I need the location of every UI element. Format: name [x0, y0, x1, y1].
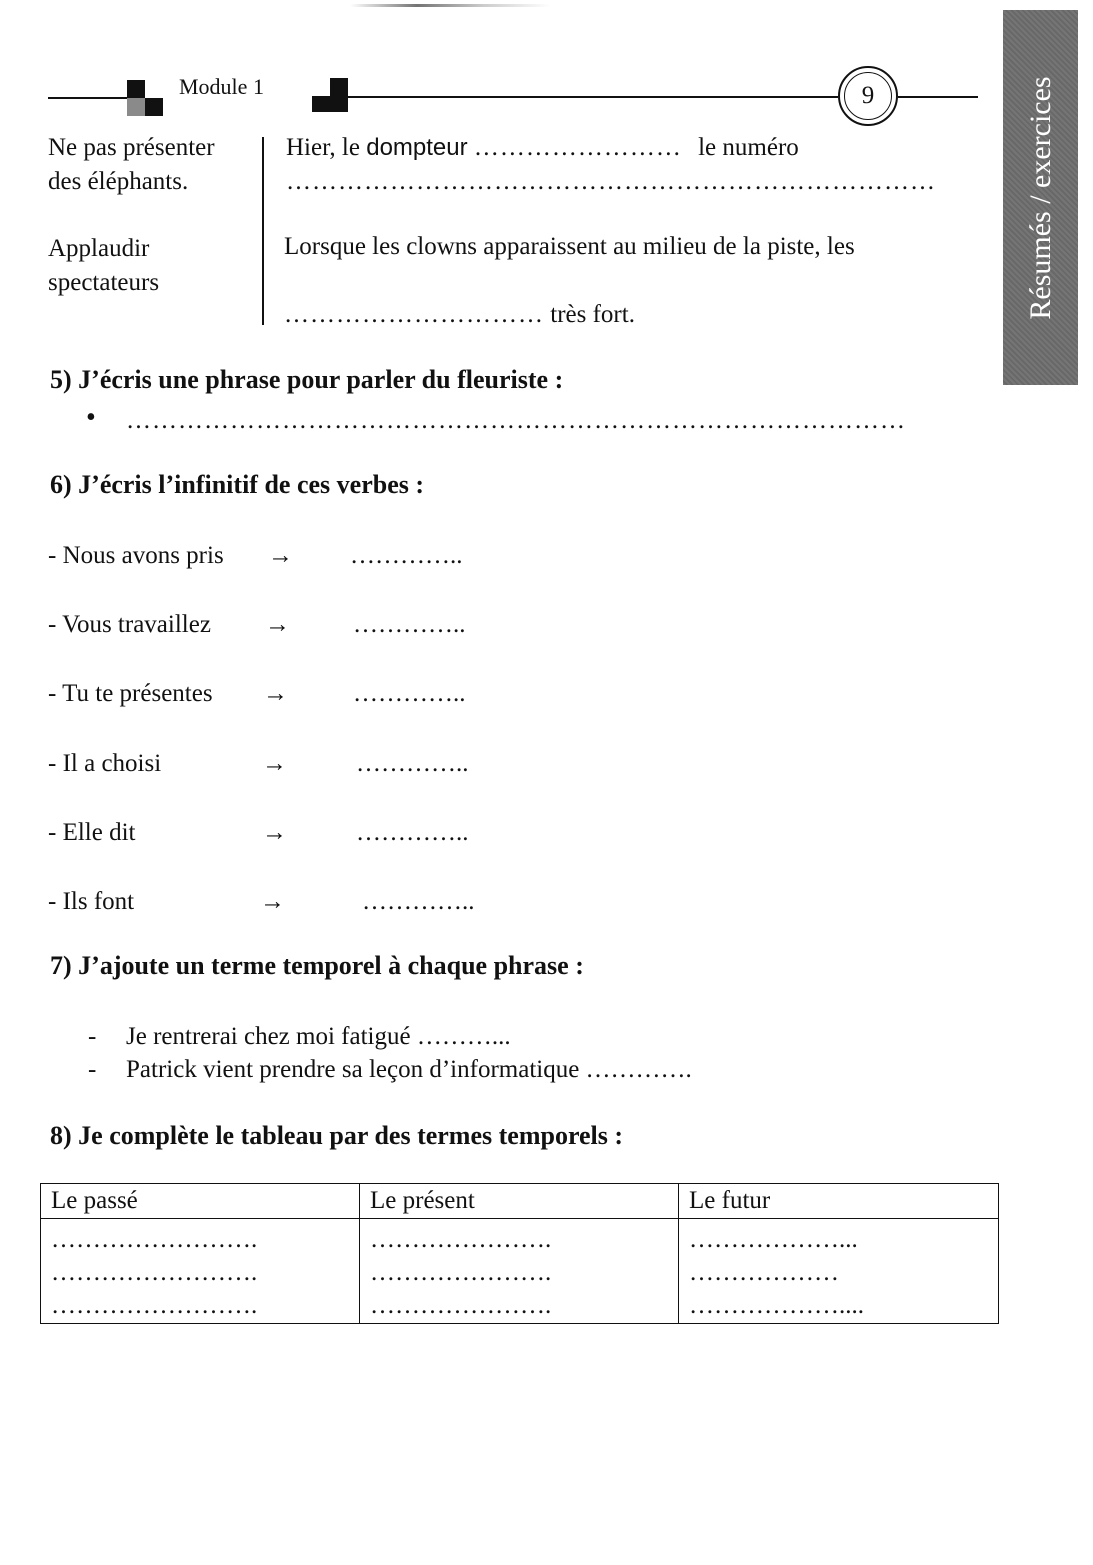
verb-item: - Tu te présentes	[48, 680, 213, 707]
header-rule-middle	[348, 96, 838, 98]
side-tab-label: Résumés / exercices	[1023, 75, 1057, 320]
header-square-grey-icon	[127, 98, 145, 116]
answer-blank[interactable]: …………..	[353, 611, 466, 638]
q5-heading: 5) J’écris une phrase pour parler du fleuriste :	[50, 365, 564, 394]
answer-blank[interactable]: …………..	[350, 542, 463, 569]
answer-blank[interactable]: ………………	[689, 1259, 839, 1286]
answer-blank[interactable]: …………………….	[51, 1292, 258, 1319]
table-header-past: Le passé	[41, 1184, 360, 1219]
table-cell-present	[360, 1219, 679, 1324]
arrow-icon: →	[263, 680, 288, 707]
sentence-item: Patrick vient prendre sa leçon d’informatique ………….	[126, 1056, 692, 1083]
module-label: Module 1	[179, 74, 264, 99]
q6-heading: 6) J’écris l’infinitif de ces verbes :	[50, 470, 425, 499]
header-square-icon	[312, 96, 348, 112]
verb-item: - Nous avons pris	[48, 542, 224, 569]
answer-blank[interactable]: …………..	[353, 680, 466, 707]
list-dash: -	[88, 1023, 97, 1050]
answer-blank[interactable]: …………..	[356, 819, 469, 846]
scan-mark	[350, 4, 550, 7]
header-rule-left	[48, 97, 128, 99]
answer-blank[interactable]: …………………………	[284, 301, 544, 328]
answer-blank[interactable]: ………………….	[370, 1292, 552, 1319]
verb-item: - Ils font	[48, 888, 135, 915]
table-header-row	[41, 1184, 999, 1219]
header-square-icon	[127, 80, 145, 98]
table-cell-future	[679, 1219, 999, 1324]
page-number-badge	[838, 66, 898, 126]
answer-blank[interactable]: …………………….	[51, 1226, 258, 1253]
bullet-icon: •	[86, 402, 96, 433]
verb-item: - Vous travaillez	[48, 611, 211, 638]
answer-blank[interactable]: …………..	[362, 888, 475, 915]
answer-blank[interactable]: …………………………………………………………………	[286, 168, 936, 195]
sentence-word: dompteur	[366, 134, 468, 161]
sentence-end: le numéro	[698, 134, 799, 161]
left-cell-1	[48, 131, 215, 199]
answer-blank[interactable]: ………………….	[370, 1259, 552, 1286]
left-cell-2	[48, 232, 159, 300]
table-header-present: Le présent	[360, 1184, 679, 1219]
right-cell-1-line-1	[286, 131, 799, 165]
answer-blank[interactable]: ………………………………………………………………………………	[126, 407, 906, 434]
table-cell-past	[41, 1219, 360, 1324]
left-text: des éléphants.	[48, 168, 189, 195]
arrow-icon: →	[265, 611, 290, 638]
arrow-icon: →	[262, 750, 287, 777]
sentence-end: très fort.	[550, 301, 635, 328]
right-cell-2-line-2	[284, 298, 635, 332]
side-tab	[1003, 10, 1078, 385]
header-rule-right	[898, 96, 978, 98]
answer-blank[interactable]: …………..	[356, 750, 469, 777]
left-text: spectateurs	[48, 269, 160, 296]
right-cell-2-line-1: Lorsque les clowns apparaissent au milieu de la piste, les	[284, 233, 855, 260]
answer-blank[interactable]: ………………....	[689, 1292, 864, 1319]
q8-heading: 8) Je complète le tableau par des termes temporels :	[50, 1121, 624, 1150]
arrow-icon: →	[268, 542, 293, 569]
q7-heading: 7) J’ajoute un terme temporel à chaque phrase :	[50, 951, 584, 980]
answer-blank[interactable]: …………………….	[51, 1259, 258, 1286]
page-number: 9	[861, 82, 875, 109]
verb-item: - Elle dit	[48, 819, 136, 846]
header-square-icon	[330, 78, 348, 98]
table-row	[41, 1219, 999, 1324]
sentence-item: Je rentrerai chez moi fatigué ………...	[126, 1023, 511, 1050]
answer-blank[interactable]: ………………….	[370, 1226, 552, 1253]
left-text: Applaudir	[48, 235, 150, 262]
answer-blank[interactable]: ………………...	[689, 1226, 858, 1253]
table-header-future: Le futur	[679, 1184, 999, 1219]
verb-item: - Il a choisi	[48, 750, 162, 777]
list-dash: -	[88, 1056, 97, 1083]
temporal-terms-table	[40, 1183, 999, 1324]
column-divider	[262, 137, 264, 325]
answer-blank[interactable]: ……………………	[473, 134, 682, 161]
sentence-start: Hier, le	[286, 134, 360, 161]
arrow-icon: →	[260, 888, 285, 915]
header-square-icon	[145, 98, 163, 116]
arrow-icon: →	[262, 819, 287, 846]
left-text: Ne pas présenter	[48, 134, 215, 161]
